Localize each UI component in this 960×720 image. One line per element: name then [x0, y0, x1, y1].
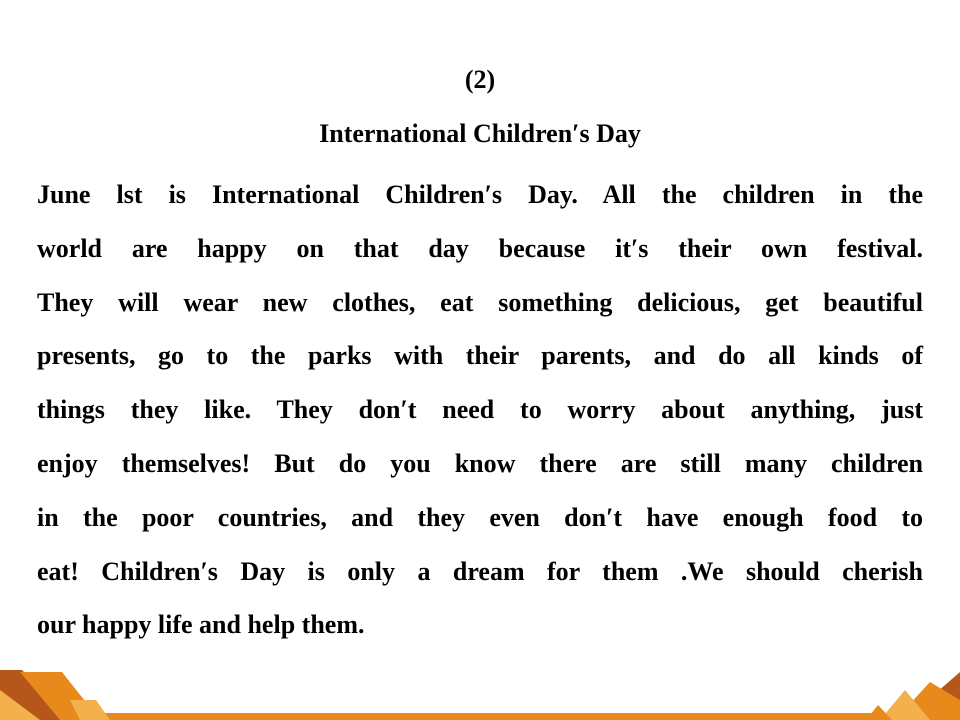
- right-triangle-small: [866, 705, 892, 720]
- essay-line: things they like. They don′t need to worry about anything, just: [37, 395, 923, 425]
- left-triangle-mid: [20, 672, 100, 720]
- right-triangle-mid: [895, 682, 960, 720]
- left-triangle-small: [70, 700, 110, 720]
- essay-line: in the poor countries, and they even don′t have enough food to: [37, 502, 923, 532]
- essay-line: enjoy themselves! But do you know there are still many children: [37, 448, 923, 478]
- essay-line: presents, go to the parks with their parents, and do all kinds of: [37, 341, 923, 371]
- essay-body: [37, 168, 923, 652]
- essay-title: International Children′s Day: [319, 119, 641, 148]
- right-triangle-light: [880, 690, 930, 720]
- essay-line: eat! Children′s Day is only a dream for them .We should cherish: [37, 556, 923, 586]
- right-triangle-dark: [905, 672, 960, 720]
- section-number: (2): [464, 65, 496, 94]
- bottom-band: [0, 713, 960, 720]
- essay-line: They will wear new clothes, eat something delicious, get beautiful: [37, 287, 923, 317]
- essay-line: June lst is International Children′s Day. All the children in the: [37, 180, 923, 209]
- essay-line: world are happy on that day because it′s their own festival.: [37, 233, 923, 263]
- essay-line: our happy life and help them.: [37, 610, 365, 640]
- left-triangle-light: [0, 690, 40, 720]
- left-triangle-dark: [0, 670, 70, 720]
